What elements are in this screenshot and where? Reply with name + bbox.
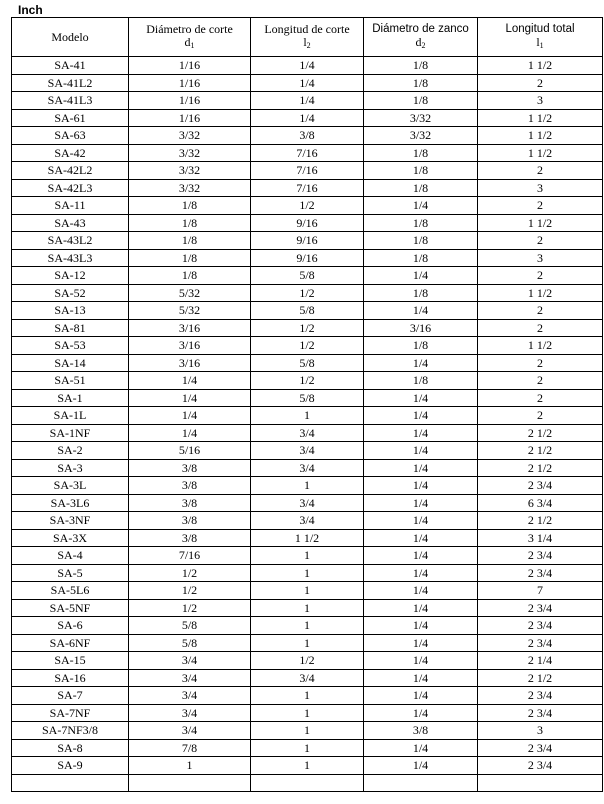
table-row <box>12 354 603 372</box>
overall-length-cell: 1 1/2 <box>478 109 603 127</box>
cutting-length-cell: 1 <box>251 704 364 722</box>
cutting-diameter-cell: 3/8 <box>129 459 251 477</box>
table-row <box>12 197 603 215</box>
table-row <box>12 617 603 635</box>
overall-length-cell: 1 1/2 <box>478 284 603 302</box>
modelo-cell: SA-3 <box>12 459 129 477</box>
modelo-cell: SA-6NF <box>12 634 129 652</box>
overall-length-cell: 6 3/4 <box>478 494 603 512</box>
cutting-length-cell: 1/4 <box>251 57 364 75</box>
cutting-diameter-cell: 1/16 <box>129 57 251 75</box>
cutting-length-cell: 1/2 <box>251 197 364 215</box>
overall-length-cell: 2 <box>478 319 603 337</box>
cutting-length-cell: 1/2 <box>251 372 364 390</box>
table-row <box>12 92 603 110</box>
shank-diameter-cell: 1/8 <box>364 249 478 267</box>
overall-length-cell: 2 3/4 <box>478 547 603 565</box>
header-shank-diameter <box>364 18 478 57</box>
shank-diameter-cell: 1/4 <box>364 652 478 670</box>
header-overall-length-symbol: $l_1$ <box>536 35 544 50</box>
overall-length-cell: 3 <box>478 249 603 267</box>
overall-length-cell: 2 3/4 <box>478 757 603 775</box>
overall-length-cell: 3 <box>478 722 603 740</box>
cutting-diameter-cell: 3/8 <box>129 512 251 530</box>
cutting-diameter-cell: 3/8 <box>129 494 251 512</box>
cutting-length-cell: 1 <box>251 739 364 757</box>
table-row <box>12 372 603 390</box>
modelo-cell: SA-41L2 <box>12 74 129 92</box>
header-overall-length-label: Longitud total <box>505 23 575 35</box>
modelo-cell: SA-1NF <box>12 424 129 442</box>
cutting-diameter-cell: 7/8 <box>129 739 251 757</box>
cutting-diameter-cell <box>129 774 251 792</box>
cutting-length-cell: 5/8 <box>251 389 364 407</box>
modelo-cell: SA-8 <box>12 739 129 757</box>
cutting-diameter-cell: 3/4 <box>129 704 251 722</box>
table-row <box>12 652 603 670</box>
overall-length-cell: 1 1/2 <box>478 337 603 355</box>
shank-diameter-cell: 1/8 <box>364 372 478 390</box>
table-row <box>12 477 603 495</box>
cutting-length-cell: 3/4 <box>251 424 364 442</box>
cutting-diameter-cell: 5/8 <box>129 634 251 652</box>
table-row <box>12 634 603 652</box>
cutting-length-cell: 1 <box>251 477 364 495</box>
header-cutting-diameter-label: Diámetro de corte <box>146 21 233 36</box>
shank-diameter-cell: 1/8 <box>364 162 478 180</box>
shank-diameter-cell: 3/16 <box>364 319 478 337</box>
overall-length-cell: 2 1/2 <box>478 442 603 460</box>
overall-length-cell: 1 1/2 <box>478 214 603 232</box>
cutting-length-cell: 3/4 <box>251 669 364 687</box>
modelo-cell: SA-61 <box>12 109 129 127</box>
overall-length-cell: 2 3/4 <box>478 599 603 617</box>
table-row <box>12 687 603 705</box>
overall-length-cell <box>478 774 603 792</box>
modelo-cell: SA-7NF3/8 <box>12 722 129 740</box>
table-row <box>12 302 603 320</box>
table-body <box>12 57 603 792</box>
modelo-cell <box>12 774 129 792</box>
overall-length-cell: 2 3/4 <box>478 687 603 705</box>
cutting-length-cell: 3/4 <box>251 494 364 512</box>
cutting-length-cell: 1 <box>251 599 364 617</box>
overall-length-cell: 2 3/4 <box>478 739 603 757</box>
cutting-length-cell: 5/8 <box>251 267 364 285</box>
table-row <box>12 459 603 477</box>
modelo-cell: SA-5NF <box>12 599 129 617</box>
cutting-length-cell: 1/2 <box>251 284 364 302</box>
modelo-cell: SA-2 <box>12 442 129 460</box>
cutting-diameter-cell: 3/8 <box>129 477 251 495</box>
cutting-length-cell: 3/4 <box>251 459 364 477</box>
cutting-diameter-cell: 5/8 <box>129 617 251 635</box>
cutting-length-cell: 1/4 <box>251 92 364 110</box>
cutting-length-cell: 5/8 <box>251 354 364 372</box>
cutting-diameter-cell: 1/16 <box>129 74 251 92</box>
shank-diameter-cell: 1/4 <box>364 354 478 372</box>
table-row <box>12 599 603 617</box>
cutting-diameter-cell: 3/4 <box>129 687 251 705</box>
modelo-cell: SA-7NF <box>12 704 129 722</box>
cutting-diameter-cell: 1/8 <box>129 232 251 250</box>
modelo-cell: SA-1 <box>12 389 129 407</box>
cutting-diameter-cell: 1/4 <box>129 407 251 425</box>
overall-length-cell: 3 1/4 <box>478 529 603 547</box>
modelo-cell: SA-7 <box>12 687 129 705</box>
cutting-diameter-cell: 5/32 <box>129 284 251 302</box>
overall-length-cell: 2 <box>478 302 603 320</box>
modelo-cell: SA-41 <box>12 57 129 75</box>
overall-length-cell: 2 3/4 <box>478 564 603 582</box>
shank-diameter-cell: 1/8 <box>364 337 478 355</box>
cutting-length-cell: 9/16 <box>251 249 364 267</box>
table-row <box>12 669 603 687</box>
header-cutting-length-label: Longitud de corte <box>264 21 350 36</box>
header-shank-diameter-symbol: $d_2$ <box>415 35 426 50</box>
modelo-cell: SA-63 <box>12 127 129 145</box>
cutting-length-cell: 1 <box>251 582 364 600</box>
shank-diameter-cell: 1/4 <box>364 267 478 285</box>
header-modelo: Modelo <box>12 18 129 57</box>
table-row <box>12 267 603 285</box>
shank-diameter-cell: 1/4 <box>364 424 478 442</box>
overall-length-cell: 2 1/4 <box>478 652 603 670</box>
header-overall-length <box>478 18 603 57</box>
table-row <box>12 704 603 722</box>
overall-length-cell: 2 <box>478 232 603 250</box>
cutting-diameter-cell: 3/32 <box>129 179 251 197</box>
header-row <box>12 18 603 57</box>
cutting-diameter-cell: 3/16 <box>129 337 251 355</box>
shank-diameter-cell: 1/4 <box>364 687 478 705</box>
cutting-diameter-cell: 1 <box>129 757 251 775</box>
shank-diameter-cell: 1/8 <box>364 232 478 250</box>
shank-diameter-cell: 1/4 <box>364 442 478 460</box>
table-row <box>12 582 603 600</box>
modelo-cell: SA-51 <box>12 372 129 390</box>
cutting-length-cell: 1/2 <box>251 319 364 337</box>
table-row <box>12 494 603 512</box>
table-row <box>12 407 603 425</box>
shank-diameter-cell: 1/8 <box>364 74 478 92</box>
overall-length-cell: 2 <box>478 407 603 425</box>
cutting-length-cell: 1/4 <box>251 74 364 92</box>
overall-length-cell: 3 <box>478 92 603 110</box>
table-row <box>12 442 603 460</box>
shank-diameter-cell: 1/4 <box>364 669 478 687</box>
table-row <box>12 284 603 302</box>
table-row <box>12 564 603 582</box>
table-header <box>12 18 603 57</box>
modelo-cell: SA-5L6 <box>12 582 129 600</box>
overall-length-cell: 2 <box>478 197 603 215</box>
overall-length-cell: 2 <box>478 389 603 407</box>
shank-diameter-cell: 1/4 <box>364 459 478 477</box>
table-row <box>12 389 603 407</box>
table-row <box>12 179 603 197</box>
overall-length-cell: 2 <box>478 74 603 92</box>
table-row <box>12 774 603 792</box>
table-row <box>12 337 603 355</box>
shank-diameter-cell: 1/4 <box>364 599 478 617</box>
modelo-cell: SA-81 <box>12 319 129 337</box>
cutting-diameter-cell: 5/32 <box>129 302 251 320</box>
cutting-length-cell: 1/2 <box>251 337 364 355</box>
table-row <box>12 757 603 775</box>
shank-diameter-cell: 3/32 <box>364 127 478 145</box>
cutting-length-cell: 1 <box>251 547 364 565</box>
overall-length-cell: 2 3/4 <box>478 634 603 652</box>
modelo-cell: SA-4 <box>12 547 129 565</box>
overall-length-cell: 2 <box>478 267 603 285</box>
cutting-length-cell: 3/4 <box>251 512 364 530</box>
modelo-cell: SA-14 <box>12 354 129 372</box>
modelo-cell: SA-11 <box>12 197 129 215</box>
shank-diameter-cell: 1/8 <box>364 92 478 110</box>
shank-diameter-cell: 1/4 <box>364 564 478 582</box>
cutting-diameter-cell: 3/4 <box>129 652 251 670</box>
modelo-cell: SA-9 <box>12 757 129 775</box>
cutting-length-cell: 1/4 <box>251 109 364 127</box>
shank-diameter-cell <box>364 774 478 792</box>
overall-length-cell: 2 1/2 <box>478 424 603 442</box>
modelo-cell: SA-3L <box>12 477 129 495</box>
cutting-diameter-cell: 3/16 <box>129 354 251 372</box>
cutting-length-cell: 1 <box>251 757 364 775</box>
overall-length-cell: 3 <box>478 179 603 197</box>
header-cutting-diameter-symbol: $d_1$ <box>184 34 195 50</box>
overall-length-cell: 1 1/2 <box>478 57 603 75</box>
header-cutting-length <box>251 18 364 57</box>
spec-table <box>11 17 603 792</box>
overall-length-cell: 2 1/2 <box>478 512 603 530</box>
table-row <box>12 57 603 75</box>
cutting-length-cell: 3/4 <box>251 442 364 460</box>
cutting-length-cell: 7/16 <box>251 144 364 162</box>
cutting-length-cell: 1 <box>251 564 364 582</box>
overall-length-cell: 2 <box>478 354 603 372</box>
modelo-cell: SA-12 <box>12 267 129 285</box>
header-cutting-diameter <box>129 18 251 57</box>
cutting-length-cell: 1 <box>251 722 364 740</box>
modelo-cell: SA-16 <box>12 669 129 687</box>
modelo-cell: SA-52 <box>12 284 129 302</box>
cutting-length-cell: 9/16 <box>251 214 364 232</box>
table-row <box>12 529 603 547</box>
shank-diameter-cell: 1/8 <box>364 179 478 197</box>
table-row <box>12 424 603 442</box>
table-row <box>12 547 603 565</box>
shank-diameter-cell: 1/4 <box>364 197 478 215</box>
shank-diameter-cell: 1/4 <box>364 512 478 530</box>
cutting-length-cell: 1/2 <box>251 652 364 670</box>
shank-diameter-cell: 1/4 <box>364 617 478 635</box>
modelo-cell: SA-42L2 <box>12 162 129 180</box>
cutting-length-cell: 1 <box>251 634 364 652</box>
shank-diameter-cell: 1/4 <box>364 757 478 775</box>
cutting-diameter-cell: 1/8 <box>129 267 251 285</box>
cutting-diameter-cell: 3/32 <box>129 127 251 145</box>
modelo-cell: SA-42L3 <box>12 179 129 197</box>
shank-diameter-cell: 1/4 <box>364 389 478 407</box>
shank-diameter-cell: 1/4 <box>364 477 478 495</box>
table-row <box>12 127 603 145</box>
modelo-cell: SA-5 <box>12 564 129 582</box>
overall-length-cell: 2 3/4 <box>478 704 603 722</box>
modelo-cell: SA-6 <box>12 617 129 635</box>
shank-diameter-cell: 1/4 <box>364 302 478 320</box>
cutting-diameter-cell: 1/2 <box>129 564 251 582</box>
cutting-length-cell: 1 <box>251 407 364 425</box>
header-shank-diameter-label: Diámetro de zanco <box>372 23 469 35</box>
cutting-length-cell: 1 <box>251 617 364 635</box>
shank-diameter-cell: 3/32 <box>364 109 478 127</box>
modelo-cell: SA-43L3 <box>12 249 129 267</box>
table-row <box>12 739 603 757</box>
overall-length-cell: 2 1/2 <box>478 459 603 477</box>
modelo-cell: SA-3L6 <box>12 494 129 512</box>
shank-diameter-cell: 1/4 <box>364 634 478 652</box>
cutting-diameter-cell: 1/16 <box>129 92 251 110</box>
overall-length-cell: 1 1/2 <box>478 144 603 162</box>
cutting-diameter-cell: 3/4 <box>129 722 251 740</box>
overall-length-cell: 2 3/4 <box>478 477 603 495</box>
cutting-length-cell <box>251 774 364 792</box>
cutting-diameter-cell: 3/32 <box>129 162 251 180</box>
modelo-cell: SA-3X <box>12 529 129 547</box>
cutting-length-cell: 7/16 <box>251 162 364 180</box>
cutting-diameter-cell: 1/8 <box>129 197 251 215</box>
modelo-cell: SA-15 <box>12 652 129 670</box>
header-cutting-length-symbol: $l_2$ <box>303 34 311 50</box>
table-row <box>12 162 603 180</box>
shank-diameter-cell: 1/4 <box>364 739 478 757</box>
overall-length-cell: 2 1/2 <box>478 669 603 687</box>
modelo-cell: SA-41L3 <box>12 92 129 110</box>
cutting-diameter-cell: 7/16 <box>129 547 251 565</box>
cutting-diameter-cell: 1/8 <box>129 214 251 232</box>
overall-length-cell: 1 1/2 <box>478 127 603 145</box>
modelo-cell: SA-13 <box>12 302 129 320</box>
shank-diameter-cell: 1/8 <box>364 214 478 232</box>
table-row <box>12 319 603 337</box>
table-row <box>12 214 603 232</box>
cutting-diameter-cell: 3/32 <box>129 144 251 162</box>
modelo-cell: SA-53 <box>12 337 129 355</box>
cutting-length-cell: 1 <box>251 687 364 705</box>
table-row <box>12 512 603 530</box>
table-row <box>12 144 603 162</box>
shank-diameter-cell: 1/4 <box>364 704 478 722</box>
cutting-diameter-cell: 1/4 <box>129 424 251 442</box>
overall-length-cell: 2 3/4 <box>478 617 603 635</box>
cutting-length-cell: 1 1/2 <box>251 529 364 547</box>
cutting-diameter-cell: 1/2 <box>129 599 251 617</box>
cutting-length-cell: 5/8 <box>251 302 364 320</box>
shank-diameter-cell: 1/4 <box>364 547 478 565</box>
cutting-diameter-cell: 1/8 <box>129 249 251 267</box>
shank-diameter-cell: 1/4 <box>364 529 478 547</box>
shank-diameter-cell: 1/8 <box>364 144 478 162</box>
table-row <box>12 109 603 127</box>
overall-length-cell: 7 <box>478 582 603 600</box>
shank-diameter-cell: 1/8 <box>364 284 478 302</box>
cutting-diameter-cell: 1/4 <box>129 389 251 407</box>
cutting-diameter-cell: 1/16 <box>129 109 251 127</box>
cutting-diameter-cell: 5/16 <box>129 442 251 460</box>
unit-label: Inch <box>18 3 43 17</box>
shank-diameter-cell: 3/8 <box>364 722 478 740</box>
cutting-length-cell: 9/16 <box>251 232 364 250</box>
cutting-length-cell: 3/8 <box>251 127 364 145</box>
modelo-cell: SA-42 <box>12 144 129 162</box>
shank-diameter-cell: 1/4 <box>364 582 478 600</box>
shank-diameter-cell: 1/8 <box>364 57 478 75</box>
shank-diameter-cell: 1/4 <box>364 407 478 425</box>
shank-diameter-cell: 1/4 <box>364 494 478 512</box>
cutting-diameter-cell: 3/8 <box>129 529 251 547</box>
table-row <box>12 74 603 92</box>
cutting-diameter-cell: 3/16 <box>129 319 251 337</box>
table-row <box>12 249 603 267</box>
cutting-length-cell: 7/16 <box>251 179 364 197</box>
table-row <box>12 232 603 250</box>
modelo-cell: SA-1L <box>12 407 129 425</box>
cutting-diameter-cell: 1/2 <box>129 582 251 600</box>
table-row <box>12 722 603 740</box>
overall-length-cell: 2 <box>478 162 603 180</box>
overall-length-cell: 2 <box>478 372 603 390</box>
modelo-cell: SA-43L2 <box>12 232 129 250</box>
modelo-cell: SA-3NF <box>12 512 129 530</box>
modelo-cell: SA-43 <box>12 214 129 232</box>
cutting-diameter-cell: 3/4 <box>129 669 251 687</box>
cutting-diameter-cell: 1/4 <box>129 372 251 390</box>
